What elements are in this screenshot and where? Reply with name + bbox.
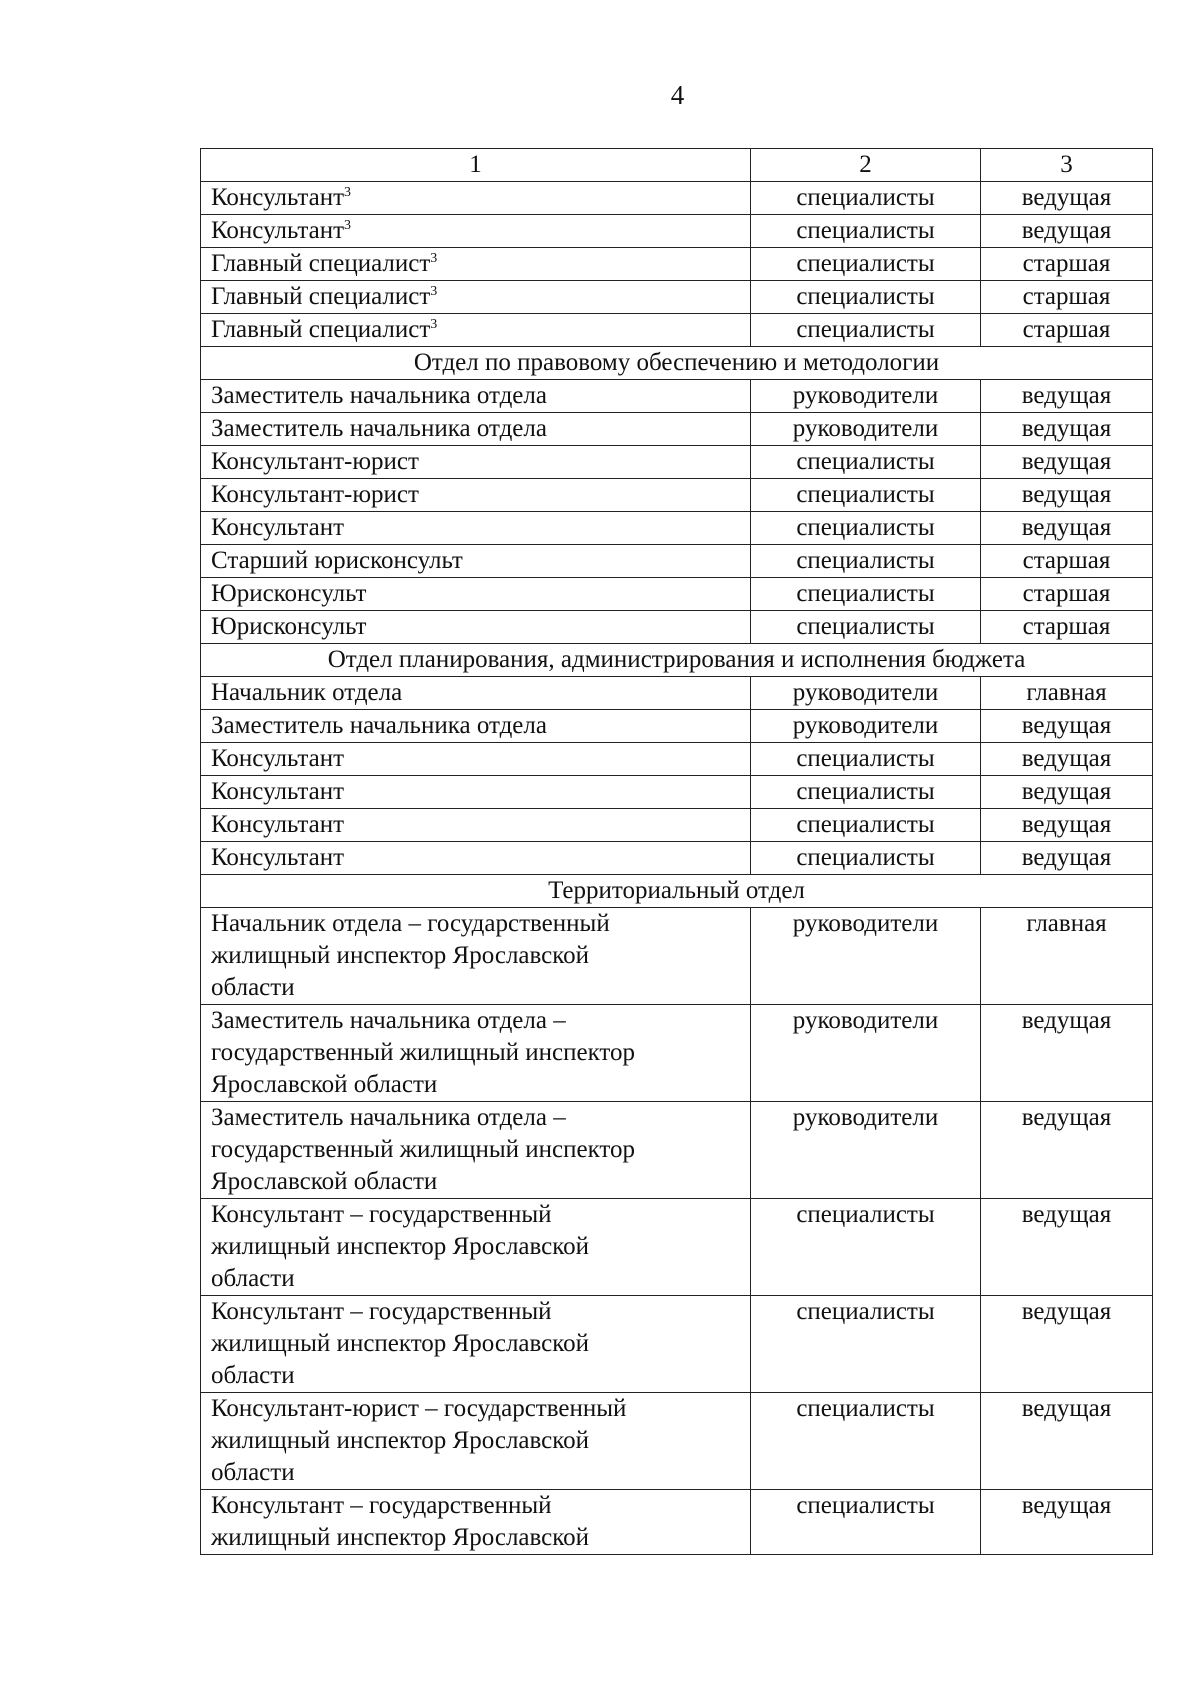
category-cell-text: специалисты	[796, 580, 935, 607]
position-cell	[201, 1296, 751, 1393]
category-cell	[751, 776, 981, 809]
position-cell	[201, 611, 751, 644]
category-cell	[751, 446, 981, 479]
position-cell	[201, 578, 751, 611]
category-cell	[751, 677, 981, 710]
position-cell	[201, 1005, 751, 1102]
section-title: Отдел планирования, администрирования и исполнения бюджета	[201, 644, 1153, 677]
category-cell	[751, 512, 981, 545]
group-cell-text: старшая	[1022, 250, 1111, 277]
position-cell	[201, 1490, 751, 1555]
category-cell	[751, 611, 981, 644]
position-cell	[201, 512, 751, 545]
group-cell-text: ведущая	[1021, 778, 1112, 805]
category-cell-text: специалисты	[796, 448, 935, 475]
category-cell-text: руководители	[792, 382, 939, 409]
category-cell	[751, 281, 981, 314]
category-cell: руководители	[751, 1005, 981, 1102]
table-row	[201, 611, 1153, 644]
group-cell	[981, 842, 1153, 875]
section-row	[201, 644, 1153, 677]
table-row	[201, 1005, 1153, 1102]
position-cell	[201, 677, 751, 710]
table-header-row	[201, 149, 1153, 182]
footnote-marker: 3	[344, 218, 352, 233]
group-cell	[981, 314, 1153, 347]
position-cell	[201, 842, 751, 875]
position-cell-text: Консультант	[211, 778, 345, 805]
category-cell-text: специалисты	[796, 613, 935, 640]
group-cell-text: ведущая	[1021, 811, 1112, 838]
category-cell: специалисты	[751, 1393, 981, 1490]
position-cell	[201, 215, 751, 248]
position-cell	[201, 446, 751, 479]
position-cell	[201, 182, 751, 215]
category-cell-text: специалисты	[796, 811, 935, 838]
category-cell-text: специалисты	[796, 745, 935, 772]
group-cell	[981, 545, 1153, 578]
position-line: Консультант-юрист – государственный	[211, 1395, 627, 1422]
category-cell	[751, 545, 981, 578]
table-row	[201, 1102, 1153, 1199]
table-row	[201, 446, 1153, 479]
category-cell	[751, 380, 981, 413]
position-cell-text: Заместитель начальника отдела	[211, 415, 547, 442]
group-cell-text: ведущая	[1021, 745, 1112, 772]
table-row	[201, 677, 1153, 710]
table-row	[201, 1199, 1153, 1296]
group-cell	[981, 446, 1153, 479]
position-cell-text: Юрисконсульт	[211, 580, 367, 607]
column-header: 3	[981, 149, 1153, 182]
table-row	[201, 314, 1153, 347]
position-cell-text: Заместитель начальника отдела	[211, 712, 547, 739]
table-row	[201, 743, 1153, 776]
category-cell	[751, 842, 981, 875]
category-cell	[751, 413, 981, 446]
group-cell: ведущая	[981, 1005, 1153, 1102]
group-cell-text: ведущая	[1021, 184, 1112, 211]
position-cell-text: Консультант	[211, 811, 345, 838]
group-cell	[981, 776, 1153, 809]
group-cell	[981, 479, 1153, 512]
table-row	[201, 215, 1153, 248]
position-cell	[201, 809, 751, 842]
category-cell	[751, 578, 981, 611]
group-cell	[981, 413, 1153, 446]
position-line: жилищный инспектор Ярославской	[211, 1427, 590, 1454]
position-cell	[201, 710, 751, 743]
position-cell	[201, 1102, 751, 1199]
column-header: 2	[751, 149, 981, 182]
table-row	[201, 809, 1153, 842]
position-cell-text: Заместитель начальника отдела	[211, 382, 547, 409]
footnote-marker: 3	[430, 317, 438, 332]
category-cell-text: руководители	[792, 712, 939, 739]
table-row	[201, 842, 1153, 875]
category-cell: специалисты	[751, 1490, 981, 1555]
category-cell-text: специалисты	[796, 481, 935, 508]
position-cell-text: Консультант	[211, 184, 345, 211]
category-cell-text: специалисты	[796, 547, 935, 574]
position-cell	[201, 743, 751, 776]
table-row	[201, 248, 1153, 281]
position-line: Консультант – государственный	[211, 1492, 552, 1519]
position-cell	[201, 776, 751, 809]
category-cell-text: руководители	[792, 679, 939, 706]
category-cell-text: специалисты	[796, 184, 935, 211]
category-cell	[751, 743, 981, 776]
position-cell-text: Юрисконсульт	[211, 613, 367, 640]
group-cell-text: старшая	[1022, 613, 1111, 640]
table-row	[201, 479, 1153, 512]
group-cell: ведущая	[981, 1490, 1153, 1555]
position-line: государственный жилищный инспектор	[211, 1039, 636, 1066]
category-cell	[751, 182, 981, 215]
table-row	[201, 1490, 1153, 1555]
position-line: области	[211, 974, 295, 1001]
category-cell	[751, 809, 981, 842]
group-cell-text: главная	[1026, 679, 1107, 706]
group-cell	[981, 677, 1153, 710]
section-title: Отдел по правовому обеспечению и методологии	[201, 347, 1153, 380]
group-cell	[981, 248, 1153, 281]
footnote-marker: 3	[430, 251, 438, 266]
group-cell	[981, 215, 1153, 248]
position-cell-text: Консультант	[211, 514, 345, 541]
group-cell-text: старшая	[1022, 580, 1111, 607]
category-cell: руководители	[751, 908, 981, 1005]
position-cell-text: Главный специалист	[211, 316, 431, 343]
position-cell	[201, 413, 751, 446]
group-cell-text: ведущая	[1021, 382, 1112, 409]
position-cell	[201, 314, 751, 347]
category-cell-text: специалисты	[796, 778, 935, 805]
group-cell: главная	[981, 908, 1153, 1005]
position-line: жилищный инспектор Ярославской	[211, 1524, 590, 1551]
group-cell-text: старшая	[1022, 547, 1111, 574]
section-row	[201, 875, 1153, 908]
position-cell-text: Консультант	[211, 844, 345, 871]
category-cell: специалисты	[751, 1296, 981, 1393]
table-row	[201, 908, 1153, 1005]
position-line: Консультант – государственный	[211, 1201, 552, 1228]
position-line: жилищный инспектор Ярославской	[211, 1233, 590, 1260]
position-line: Заместитель начальника отдела –	[211, 1104, 566, 1131]
group-cell-text: ведущая	[1021, 514, 1112, 541]
category-cell-text: специалисты	[796, 316, 935, 343]
position-line: Заместитель начальника отдела –	[211, 1007, 566, 1034]
position-cell	[201, 380, 751, 413]
group-cell: ведущая	[981, 1393, 1153, 1490]
position-line: государственный жилищный инспектор	[211, 1136, 636, 1163]
positions-table-body	[201, 149, 1153, 1555]
table-row	[201, 710, 1153, 743]
position-line: области	[211, 1265, 295, 1292]
group-cell-text: ведущая	[1021, 448, 1112, 475]
section-title: Территориальный отдел	[201, 875, 1153, 908]
group-cell: ведущая	[981, 1102, 1153, 1199]
column-header: 1	[201, 149, 751, 182]
group-cell	[981, 281, 1153, 314]
positions-table	[200, 148, 1153, 1555]
table-row	[201, 281, 1153, 314]
position-line: жилищный инспектор Ярославской	[211, 1330, 590, 1357]
group-cell	[981, 380, 1153, 413]
position-line: Ярославской области	[211, 1168, 438, 1195]
position-line: Начальник отдела – государственный	[211, 910, 610, 937]
category-cell	[751, 314, 981, 347]
position-cell-text: Главный специалист	[211, 250, 431, 277]
table-row	[201, 413, 1153, 446]
position-cell	[201, 248, 751, 281]
position-cell-text: Главный специалист	[211, 283, 431, 310]
table-row	[201, 380, 1153, 413]
position-line: области	[211, 1459, 295, 1486]
position-line: области	[211, 1362, 295, 1389]
position-cell-text: Консультант-юрист	[211, 481, 419, 508]
table-row	[201, 545, 1153, 578]
category-cell-text: специалисты	[796, 250, 935, 277]
table-row	[201, 776, 1153, 809]
table-row	[201, 1393, 1153, 1490]
group-cell-text: ведущая	[1021, 217, 1112, 244]
footnote-marker: 3	[430, 284, 438, 299]
footnote-marker: 3	[344, 185, 352, 200]
category-cell: специалисты	[751, 1199, 981, 1296]
section-row	[201, 347, 1153, 380]
group-cell: ведущая	[981, 1296, 1153, 1393]
group-cell-text: ведущая	[1021, 415, 1112, 442]
category-cell-text: специалисты	[796, 844, 935, 871]
table-row	[201, 182, 1153, 215]
table-row	[201, 1296, 1153, 1393]
position-line: жилищный инспектор Ярославской	[211, 942, 590, 969]
position-cell-text: Консультант	[211, 217, 345, 244]
position-cell-text: Начальник отдела	[211, 679, 403, 706]
group-cell-text: ведущая	[1021, 712, 1112, 739]
category-cell	[751, 710, 981, 743]
group-cell-text: ведущая	[1021, 481, 1112, 508]
category-cell-text: руководители	[792, 415, 939, 442]
group-cell	[981, 578, 1153, 611]
position-cell	[201, 281, 751, 314]
table-row	[201, 512, 1153, 545]
position-cell-text: Консультант	[211, 745, 345, 772]
table-row	[201, 578, 1153, 611]
position-cell	[201, 1393, 751, 1490]
group-cell-text: старшая	[1022, 283, 1111, 310]
group-cell	[981, 611, 1153, 644]
group-cell	[981, 710, 1153, 743]
position-cell-text: Старший юрисконсульт	[211, 547, 463, 574]
category-cell-text: специалисты	[796, 283, 935, 310]
page-number: 4	[670, 80, 685, 110]
position-line: Консультант – государственный	[211, 1298, 552, 1325]
category-cell-text: специалисты	[796, 514, 935, 541]
position-cell-text: Консультант-юрист	[211, 448, 419, 475]
category-cell: руководители	[751, 1102, 981, 1199]
position-line: Ярославской области	[211, 1071, 438, 1098]
position-cell	[201, 545, 751, 578]
group-cell: ведущая	[981, 1199, 1153, 1296]
group-cell	[981, 809, 1153, 842]
position-cell	[201, 479, 751, 512]
category-cell	[751, 248, 981, 281]
group-cell-text: старшая	[1022, 316, 1111, 343]
position-cell	[201, 908, 751, 1005]
category-cell	[751, 215, 981, 248]
group-cell	[981, 512, 1153, 545]
group-cell-text: ведущая	[1021, 844, 1112, 871]
group-cell	[981, 182, 1153, 215]
group-cell	[981, 743, 1153, 776]
category-cell	[751, 479, 981, 512]
position-cell	[201, 1199, 751, 1296]
category-cell-text: специалисты	[796, 217, 935, 244]
